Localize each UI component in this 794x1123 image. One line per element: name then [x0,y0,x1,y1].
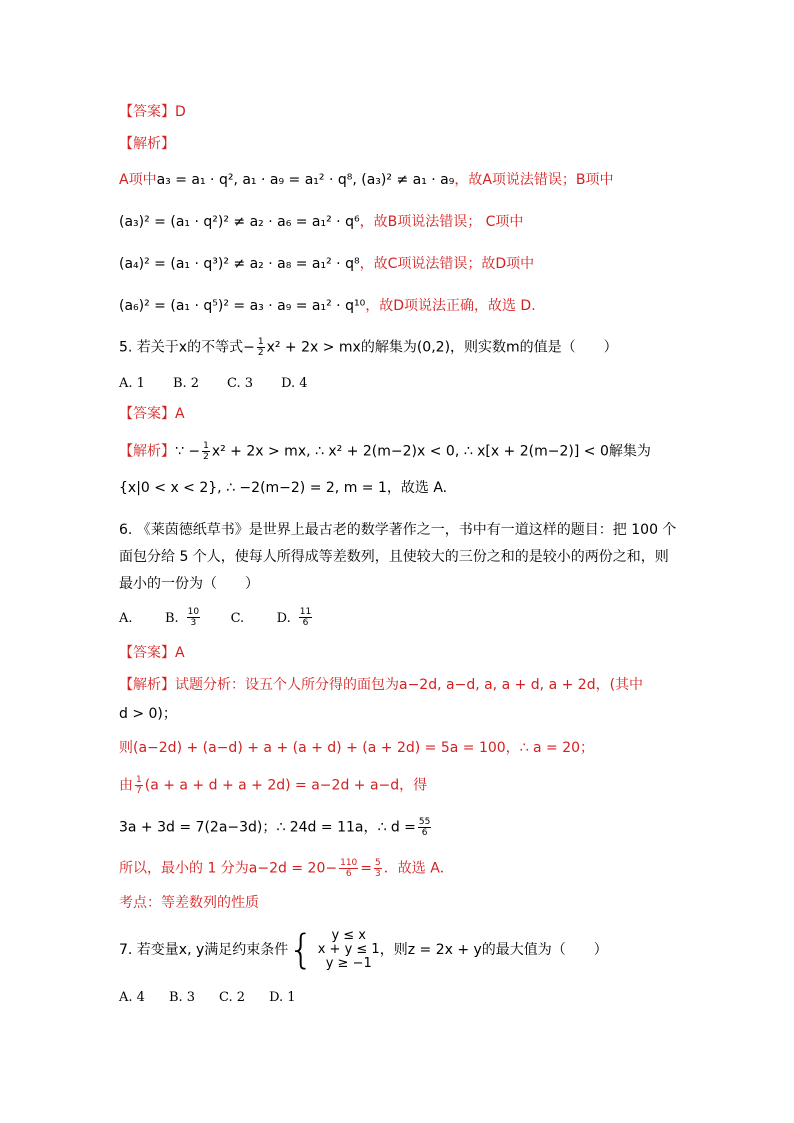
answer-label: 【答案】 [119,406,175,422]
q5-stem: 5. 若关于x的不等式− $\frac{1}{2}$ x² + 2x > mx的解集为(0,2)，则实数m的值是（ ） [119,337,618,358]
math-expr: (a₄)² = (a₁ · q³)² ≠ a₂ · a₈ = a₁² · q⁸ [119,256,360,272]
answer-value: A [175,406,185,422]
q7-choices [119,987,324,1008]
choice-b: B. [164,610,179,626]
fraction: $\frac{1}{7}$ [136,775,142,796]
analysis-label: 【解析】 [119,443,175,460]
answer-label: 【答案】 [119,104,175,120]
q6-analysis-line-1: 【解析】试题分析：设五个人所分得的面包为a−2d, a−d, a, a + d, a + 2d，(其中 [119,677,644,693]
choice-c: C. 3 [227,376,254,391]
choice-a: A. 4 [119,990,145,1005]
choice-c: C. [230,610,245,626]
choice-d: D. [276,610,291,626]
q6-analysis-line-2: d > 0)； [119,706,177,722]
choice-d: D. 1 [269,990,296,1005]
math-expr: (a₃)² = (a₁ · q²)² ≠ a₂ · a₆ = a₁² · q⁶ [119,214,360,230]
q6-stem-line-1: 6. 《莱茵德纸草书》是世界上最古老的数学著作之一，书中有一道这样的题目：把 100 个 [119,522,677,538]
q6-stem-line-3: 最小的一份为（ ） [119,576,259,592]
q6-answer [119,643,185,663]
q4-analysis-line-3: (a₄)² = (a₁ · q³)² ≠ a₂ · a₈ = a₁² · q⁸，故C项说法错误；故D项中 [119,256,535,272]
fraction: $\frac{1}{2}$ [257,337,264,358]
answer-value: D [175,104,186,120]
choice-a: A. 1 [119,376,145,391]
fraction: $\frac{10}{3}$ [187,607,200,628]
fraction: $\frac{55}{6}$ [418,817,431,838]
q6-analysis-line-4: 由 $\frac{1}{7}$ (a + a + d + a + 2d) = a−2d + a−d，得 [119,775,428,796]
fraction: $\frac{11}{6}$ [299,607,312,628]
q5-choices [119,373,336,394]
choice-c: C. 2 [219,990,246,1005]
q7-stem: 7. 若变量x, y满足约束条件{ y ≤ x x + y ≤ 1 y ≥ −1 ，则z = 2x + y的最大值为（ ） [119,927,608,973]
q6-analysis-line-6: 所以，最小的 1 分为a−2d = 20− $\frac{110}{6}$ = $\frac{5}{3}$ ．故选 A． [119,858,454,879]
constraint-system: y ≤ x x + y ≤ 1 y ≥ −1 [317,928,380,971]
choice-d: D. 4 [281,376,308,391]
fraction: $\frac{110}{6}$ [340,858,358,879]
q4-analysis-line-2: (a₃)² = (a₁ · q²)² ≠ a₂ · a₆ = a₁² · q⁶，故B项说法错误； C项中 [119,214,524,230]
brace-symbol: { [288,927,314,973]
analysis-label: 【解析】 [119,677,175,693]
math-expr: (a₆)² = (a₁ · q⁵)² = a₃ · a₉ = a₁² · q¹⁰ [119,298,366,314]
q6-analysis-line-5: 3a + 3d = 7(2a−3d)；∴ 24d = 11a，∴ d = $\frac{55}{6}$ [119,817,431,838]
q4-analysis-label: 【解析】 [119,136,175,152]
q5-analysis-line-2: {x|0 < x < 2}, ∴ −2(m−2) = 2, m = 1，故选 A. [119,480,448,496]
fraction: $\frac{1}{2}$ [203,441,209,462]
q5-answer [119,404,185,424]
q4-answer [119,102,186,122]
q5-analysis-line-1: 【解析】∵ − $\frac{1}{2}$ x² + 2x > mx, ∴ x² + 2(m−2)x < 0, ∴ x[x + 2(m−2)] < 0解集为 [119,441,651,462]
q6-choices [119,607,314,629]
q6-stem-line-2: 面包分给 5 个人，使每人所得成等差数列，且使较大的三份之和的是较小的两份之和，则 [119,549,669,565]
choice-b: B. 2 [172,376,200,391]
q6-kaodian: 考点：等差数列的性质 [119,895,259,911]
choice-a: A. [119,610,133,626]
q6-analysis-line-3: 则(a−2d) + (a−d) + a + (a + d) + (a + 2d) = 5a = 100，∴ a = 20； [119,740,595,756]
q4-analysis-line-4: (a₆)² = (a₁ · q⁵)² = a₃ · a₉ = a₁² · q¹⁰，故D项说法正确，故选 D. [119,298,536,314]
choice-b: B. 3 [168,990,196,1005]
answer-value: A [175,645,185,661]
fraction: $\frac{5}{3}$ [375,858,381,879]
answer-label: 【答案】 [119,645,175,661]
q4-analysis-line-1: A项中a₃ = a₁ · q², a₁ · a₉ = a₁² · q⁸, (a₃)² ≠ a₁ · a₉，故A项说法错误；B项中 [119,172,614,188]
math-expr: a₃ = a₁ · q², a₁ · a₉ = a₁² · q⁸, (a₃)² ≠ a₁ · a₉ [156,172,455,188]
